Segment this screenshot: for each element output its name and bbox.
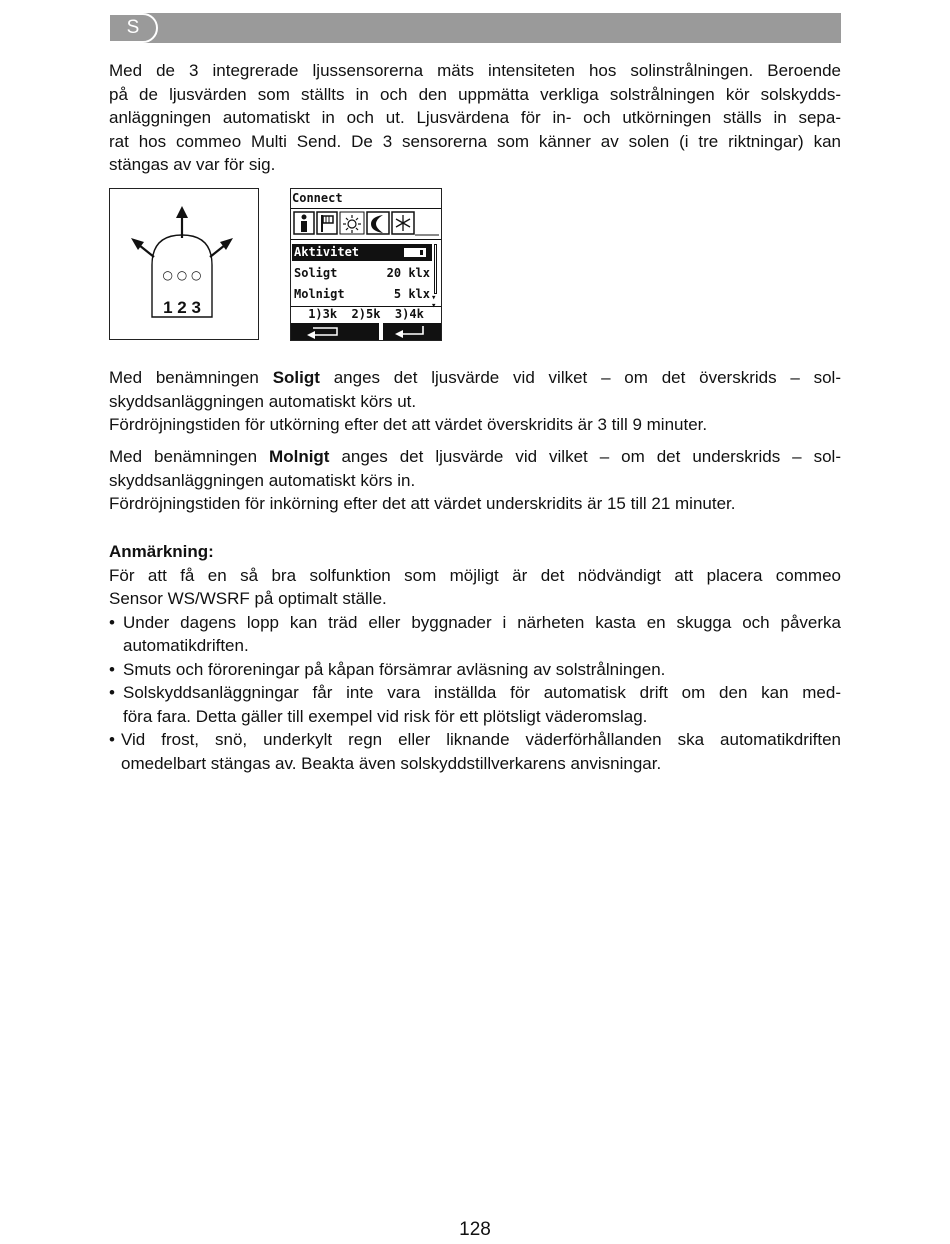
lcd-row-label: Molnigt — [294, 287, 345, 301]
awning-icon[interactable] — [317, 212, 337, 234]
note-bullet — [109, 658, 841, 682]
intro-line: på de ljusvärden som ställts in och den uppmätta verkliga solstrålningen kör solskydds- — [109, 84, 841, 104]
lcd-divider — [291, 239, 441, 240]
sensor-dots: ○ ○ ○ — [162, 268, 202, 282]
enter-icon[interactable] — [395, 326, 423, 338]
molnigt-line1 — [109, 445, 841, 469]
term-molnigt: Molnigt — [269, 447, 330, 466]
sensor-numbers: 1 2 3 — [163, 298, 201, 317]
bullet-line: omedelbart stängas av. Beakta även solskyddstillverkarens anvisningar. — [121, 753, 662, 773]
intro-line: anläggningen automatiskt in och ut. Ljusvärdena för in- och utkörningen ställs in sepa- — [109, 108, 841, 127]
term-soligt: Soligt — [272, 368, 320, 387]
language-tab: S — [108, 13, 158, 43]
intro-line: Med de 3 integrerade ljussensorerna mäts intensiteten hos solinstrålningen. Beroende — [109, 61, 841, 80]
bullet-line: • Vid frost, snö, underkylt regn eller liknande väderförhållanden ska automatikdriften — [121, 730, 841, 749]
lcd-scrollbar[interactable] — [434, 244, 437, 294]
molnigt-paragraph — [109, 445, 841, 516]
bullet-line: • Under dagens lopp kan träd eller byggnader i närheten kasta en skugga och påverka — [123, 612, 841, 632]
lcd-softkey-bar — [291, 323, 441, 340]
bullet-line: • Solskyddsanläggningar får inte vara inställda för automatisk drift om den kan med- — [123, 683, 841, 702]
sensor-diagram — [110, 189, 258, 339]
arrow-up-head-icon — [176, 206, 188, 218]
frost-icon[interactable] — [392, 212, 414, 234]
soligt-line2: skyddsanläggningen automatiskt körs ut. — [109, 391, 417, 411]
back-icon[interactable] — [307, 328, 337, 339]
page-number: 128 — [459, 1219, 491, 1240]
bullet-line: automatikdriften. — [123, 636, 249, 655]
soligt-paragraph — [109, 366, 841, 437]
arrow-right-icon — [210, 245, 225, 257]
bullet-line: föra fara. Detta gäller till exempel vid risk för ett plötsligt väderomslag. — [123, 706, 648, 726]
intro-line: rat hos commeo Multi Send. De 3 sensorerna som känner av solen (i tre riktningar) kan — [109, 131, 841, 151]
note-line: Sensor WS/WSRF på optimalt ställe. — [109, 589, 387, 608]
lcd-row-value: 5 klx — [393, 287, 430, 301]
lcd-row-label: Soligt — [294, 266, 338, 280]
lcd-row-value: 20 klx — [386, 266, 430, 280]
intro-line: stängas av var för sig. — [109, 155, 276, 174]
scroll-down-icon[interactable]: ▾ — [431, 293, 437, 303]
note-bullet — [109, 611, 841, 658]
lcd-row-label: Aktivitet — [294, 245, 360, 259]
note-section — [109, 540, 841, 775]
info-icon[interactable] — [294, 212, 314, 234]
text-span: Med benämningen — [109, 368, 259, 387]
moon-icon[interactable] — [367, 212, 389, 234]
sensor-figure — [109, 188, 259, 340]
soligt-line3: Fördröjningstiden för utkörning efter det att värdet överskridits är 3 till 9 minuter. — [109, 415, 708, 434]
molnigt-line2: skyddsanläggningen automatiskt körs in. — [109, 470, 416, 490]
soligt-line1 — [109, 366, 841, 390]
text-span: anges det ljusvärde vid vilket – om det underskrids – sol- — [341, 447, 841, 466]
toggle-switch-icon[interactable] — [404, 248, 426, 257]
section-header-bar — [110, 13, 841, 43]
sun-icon[interactable] — [340, 212, 364, 234]
note-heading: Anmärkning: — [109, 542, 214, 561]
lcd-sensors-line: 1)3k 2)5k 3)4k — [308, 307, 424, 321]
lcd-divider — [291, 208, 441, 209]
arrow-left-icon — [139, 245, 154, 257]
lcd-title: Connect — [292, 191, 343, 205]
lcd-row-aktivitet[interactable] — [292, 244, 432, 261]
lcd-tab-row — [293, 211, 439, 236]
note-bullet — [109, 728, 841, 775]
intro-paragraph — [109, 59, 841, 177]
text-span: Med benämningen — [109, 447, 258, 466]
molnigt-line3: Fördröjningstiden för inkörning efter det att värdet underskridits är 15 till 21 minuter. — [109, 494, 736, 513]
lcd-screen — [290, 188, 442, 341]
note-line: För att få en så bra solfunktion som möjligt är det nödvändigt att placera commeo — [109, 565, 841, 585]
note-bullet — [109, 681, 841, 728]
text-span: anges det ljusvärde vid vilket – om det överskrids – sol- — [333, 368, 841, 387]
bullet-line: • Smuts och föroreningar på kåpan försämrar avläsning av solstrålningen. — [123, 659, 666, 679]
